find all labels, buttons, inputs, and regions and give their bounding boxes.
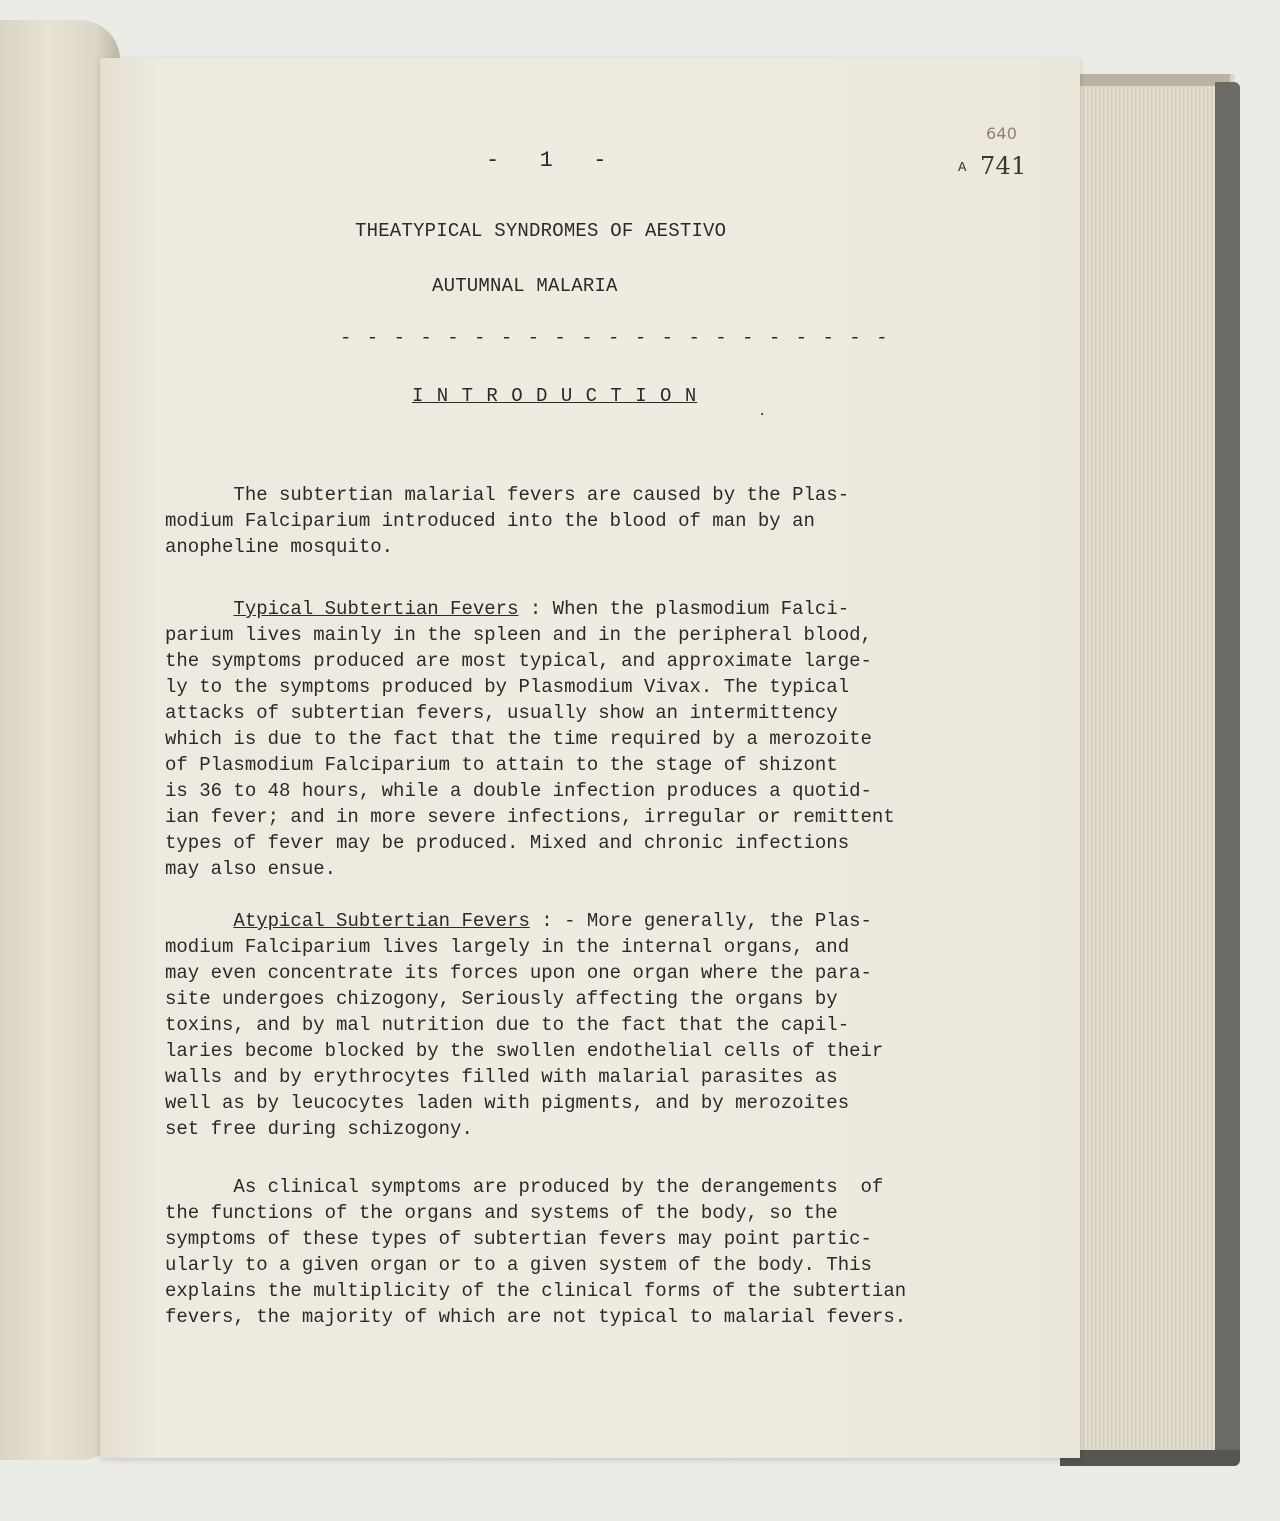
stray-mark: . (758, 404, 767, 420)
text-fragment: : - More generally, the Plas- (529, 910, 872, 932)
section-heading: I N T R O D U C T I O N (412, 385, 698, 407)
text-line: fevers, the majority of which are not typical to malarial fevers. (165, 1306, 907, 1328)
text-line: modium Falciparium lives largely in the internal organs, and (165, 936, 850, 958)
text-line: ly to the symptoms produced by Plasmodium Vivax. The typical (165, 676, 850, 698)
text-line: parium lives mainly in the spleen and in the peripheral blood, (165, 624, 872, 646)
page-number: - 1 - (486, 148, 607, 173)
pencil-annotation: 640 (986, 124, 1018, 143)
text-fragment: : When the plasmodium Falci- (518, 598, 850, 620)
stamped-page-number: 741 (980, 152, 1027, 180)
text-line: well as by leucocytes laden with pigments, and by merozoites (165, 1092, 850, 1114)
text-line: of Plasmodium Falciparium to attain to the stage of shizont (165, 754, 838, 776)
text-line: types of fever may be produced. Mixed and chronic infections (165, 832, 850, 854)
text-line (165, 596, 995, 622)
document-title-line-2: AUTUMNAL MALARIA (432, 275, 618, 297)
text-line: set free during schizogony. (165, 1118, 473, 1140)
typical-heading: Typical Subtertian Fevers (233, 598, 519, 620)
paragraph-clinical (165, 1174, 995, 1330)
text-line: laries become blocked by the swollen endothelial cells of their (165, 1040, 884, 1062)
text-line: The subtertian malarial fevers are caused by the Plas- (165, 484, 850, 506)
text-line: site undergoes chizogony, Seriously affecting the organs by (165, 988, 838, 1010)
text-line: walls and by erythrocytes filled with malarial parasites as (165, 1066, 838, 1088)
text-line: modium Falciparium introduced into the blood of man by an (165, 510, 815, 532)
text-line: the functions of the organs and systems of the body, so the (165, 1202, 838, 1224)
text-line: ularly to a given organ or to a given system of the body. This (165, 1254, 872, 1276)
book-page-stack (1060, 74, 1235, 1464)
page-stack-top (1060, 74, 1230, 86)
text-line: the symptoms produced are most typical, and approximate large- (165, 650, 872, 672)
text-line: ian fever; and in more severe infections, irregular or remittent (165, 806, 895, 828)
text-line: attacks of subtertian fevers, usually show an intermittency (165, 702, 838, 724)
text-line: toxins, and by mal nutrition due to the fact that the capil- (165, 1014, 850, 1036)
text-line: As clinical symptoms are produced by the derangements of (165, 1176, 884, 1198)
text-line: which is due to the fact that the time required by a merozoite (165, 728, 872, 750)
paragraph-atypical (165, 908, 995, 1142)
document-title-line-1: THEATYPICAL SYNDROMES OF AESTIVO (355, 220, 727, 242)
paragraph-typical (165, 596, 995, 882)
text-line: may also ensue. (165, 858, 337, 880)
text-line: may even concentrate its forces upon one organ where the para- (165, 962, 872, 984)
atypical-heading: Atypical Subtertian Fevers (233, 910, 530, 932)
book-cover-edge (1215, 82, 1240, 1464)
stamp-mark: A (958, 160, 967, 176)
text-line (165, 908, 995, 934)
text-line: anopheline mosquito. (165, 536, 394, 558)
text-line: symptoms of these types of subtertian fevers may point partic- (165, 1228, 872, 1250)
title-divider: - - - - - - - - - - - - - - - - - - - - - (340, 327, 890, 349)
paragraph-1 (165, 482, 995, 560)
text-line: explains the multiplicity of the clinical forms of the subtertian (165, 1280, 907, 1302)
book-cover-bottom (1060, 1450, 1240, 1466)
text-line: is 36 to 48 hours, while a double infection produces a quotid- (165, 780, 872, 802)
